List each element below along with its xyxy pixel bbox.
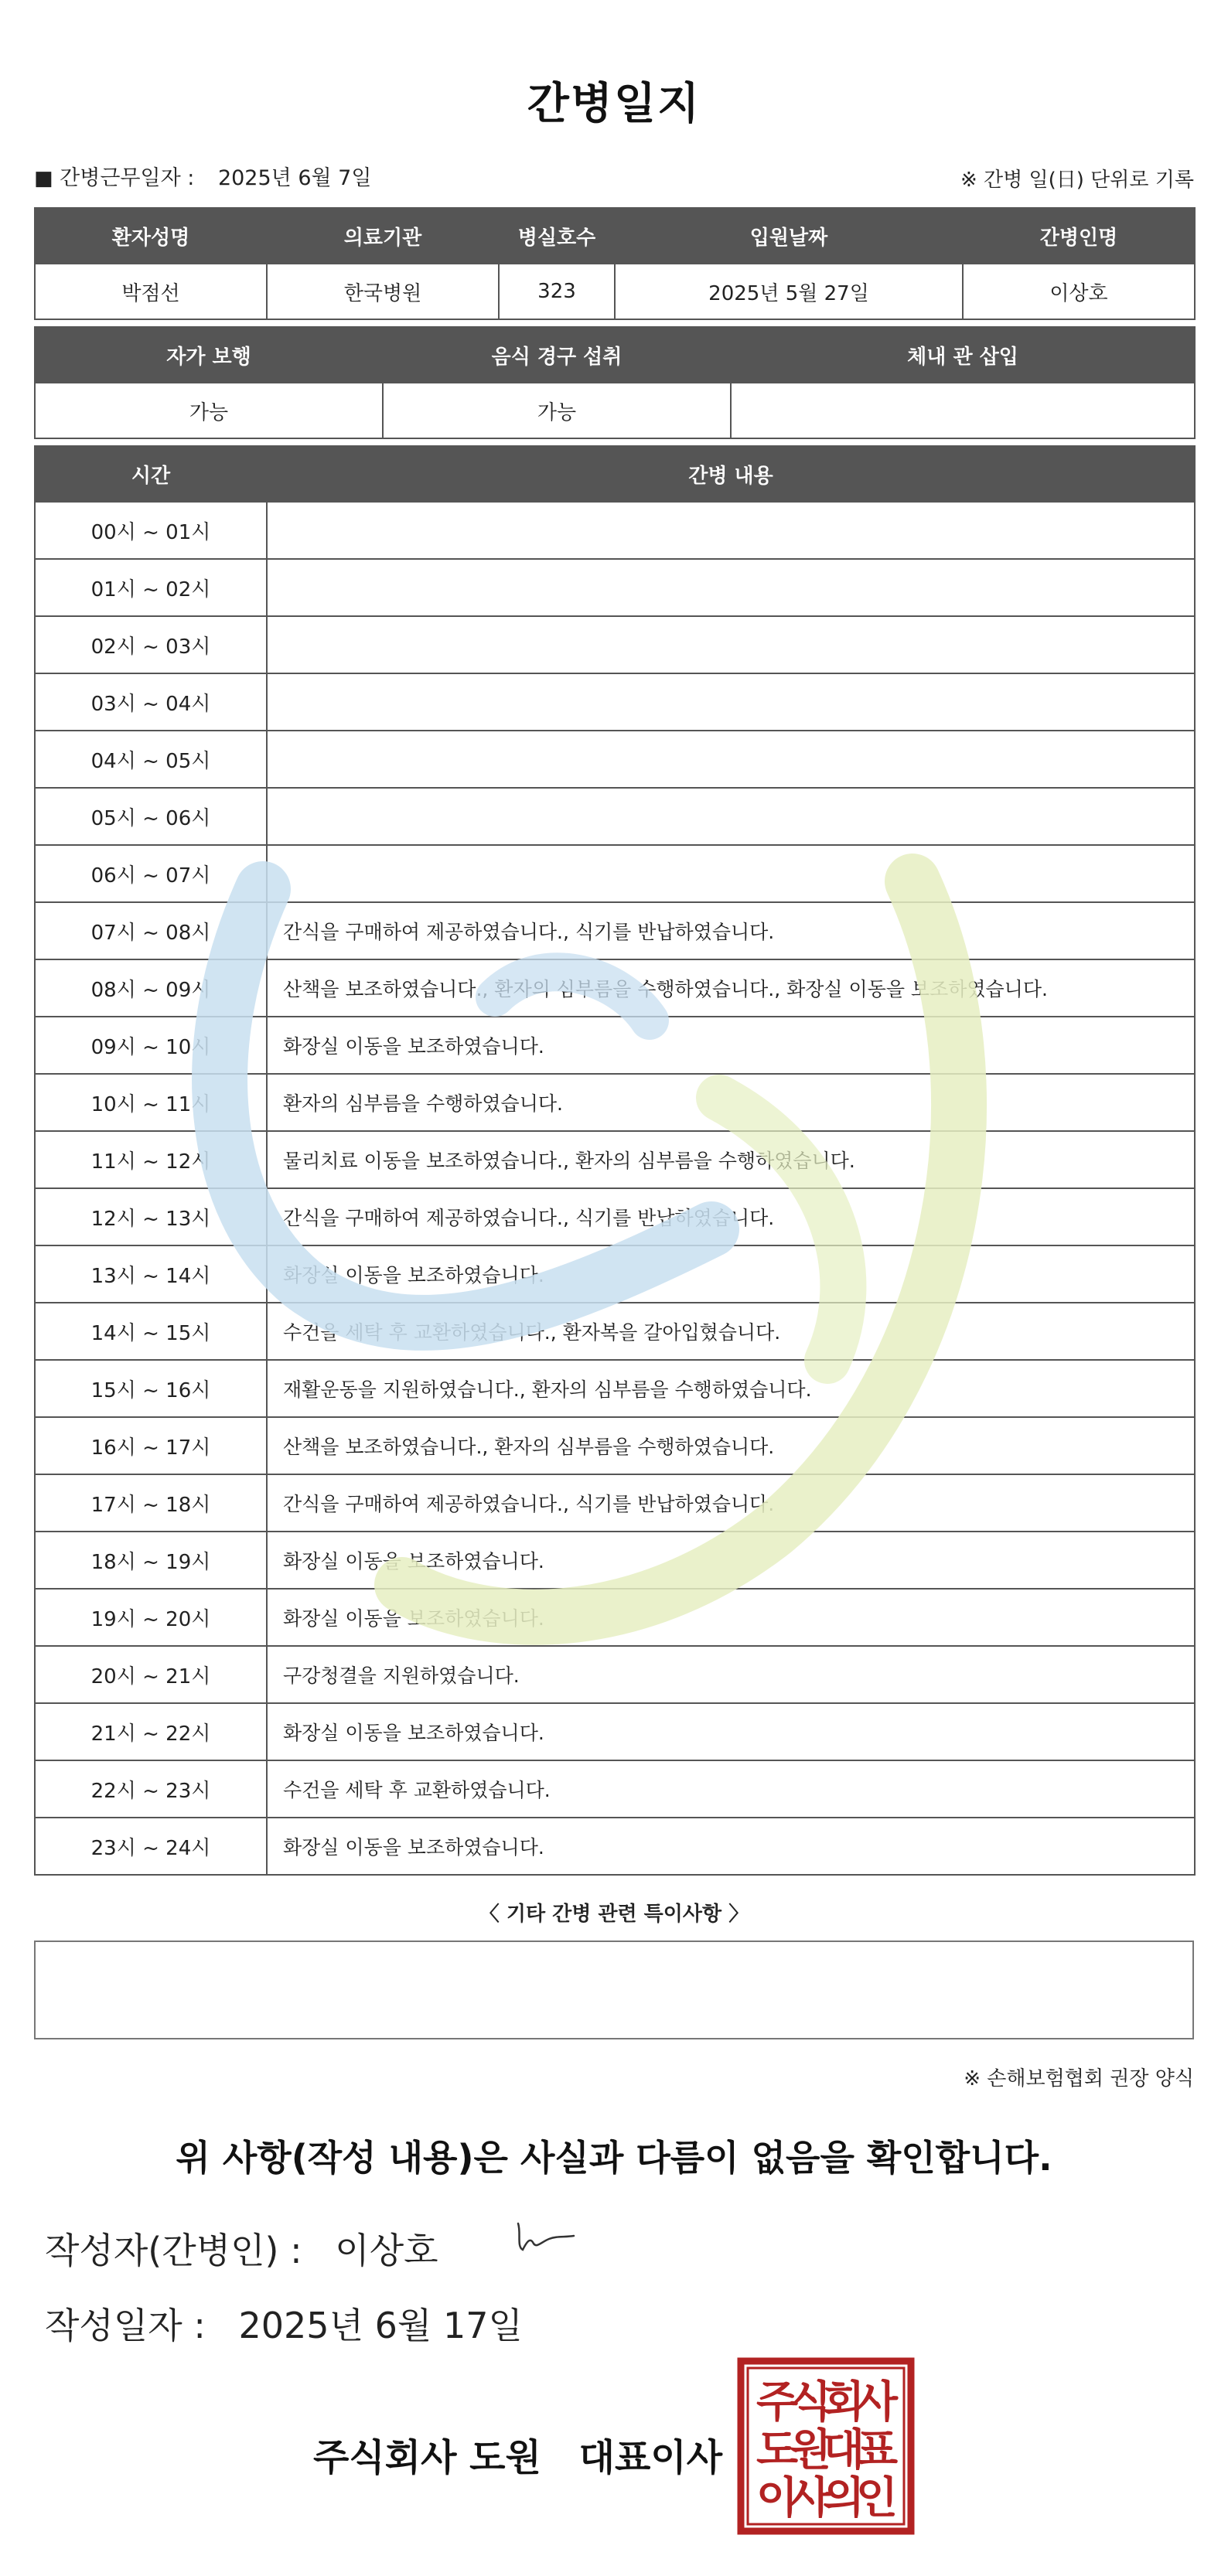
seal-character: 사 xyxy=(855,2377,899,2428)
care-log-body xyxy=(35,446,1195,1875)
table-row xyxy=(35,1474,1195,1532)
care-content: 물리치료 이동을 보조하였습니다., 환자의 심부름을 수행하였습니다. xyxy=(267,1131,1195,1188)
time-slot: 11시 ~ 12시 xyxy=(35,1131,267,1188)
table-row xyxy=(35,1245,1195,1303)
header-room-number: 병실호수 xyxy=(499,208,615,264)
header-care-content: 간병 내용 xyxy=(267,446,1195,502)
time-slot: 00시 ~ 01시 xyxy=(35,502,267,559)
unit-note: ※ 간병 일(日) 단위로 기록 xyxy=(960,169,1194,192)
header-caregiver-name: 간병인명 xyxy=(963,208,1195,264)
time-slot: 04시 ~ 05시 xyxy=(35,731,267,788)
table-row xyxy=(35,673,1195,731)
hospital: 한국병원 xyxy=(267,264,499,319)
care-content xyxy=(267,559,1195,616)
time-slot: 17시 ~ 18시 xyxy=(35,1474,267,1532)
time-slot: 19시 ~ 20시 xyxy=(35,1589,267,1646)
care-content: 화장실 이동을 보조하였습니다. xyxy=(267,1245,1195,1303)
header-hospital: 의료기관 xyxy=(267,208,499,264)
time-slot: 09시 ~ 10시 xyxy=(35,1017,267,1074)
remarks-title: 〈 기타 간병 관련 특이사항 〉 xyxy=(479,1903,749,1926)
seal-character: 식 xyxy=(789,2377,832,2428)
care-content: 화장실 이동을 보조하였습니다. xyxy=(267,1532,1195,1589)
table-row xyxy=(35,1818,1195,1875)
care-content: 수건을 세탁 후 교환하였습니다., 환자복을 갈아입혔습니다. xyxy=(267,1303,1195,1360)
table-row xyxy=(35,845,1195,902)
time-slot: 20시 ~ 21시 xyxy=(35,1646,267,1703)
patient-name: 박점선 xyxy=(35,264,267,319)
signature xyxy=(510,2210,588,2271)
time-slot: 12시 ~ 13시 xyxy=(35,1188,267,1245)
table-row xyxy=(35,1188,1195,1245)
table-row xyxy=(35,1703,1195,1760)
function-value-row xyxy=(35,383,1195,438)
care-content xyxy=(267,502,1195,559)
care-date-label: 간병근무일자 xyxy=(60,166,181,190)
confirmation-statement: 위 사항(작성 내용)은 사실과 다름이 없음을 확인합니다. xyxy=(176,2137,1052,2179)
table-row xyxy=(35,731,1195,788)
seal-character: 원 xyxy=(789,2425,832,2475)
care-content: 간식을 구매하여 제공하였습니다., 식기를 반납하였습니다. xyxy=(267,1188,1195,1245)
care-content: 재활운동을 지원하였습니다., 환자의 심부름을 수행하였습니다. xyxy=(267,1360,1195,1417)
page-title: 간병일지 xyxy=(527,79,701,129)
remarks-box xyxy=(34,1941,1194,2039)
care-content: 화장실 이동을 보조하였습니다. xyxy=(267,1017,1195,1074)
seal-character: 인 xyxy=(855,2473,899,2523)
header-time: 시간 xyxy=(35,446,267,502)
care-content: 간식을 구매하여 제공하였습니다., 식기를 반납하였습니다. xyxy=(267,1474,1195,1532)
care-date-colon: : xyxy=(187,166,201,190)
table-row xyxy=(35,959,1195,1017)
table-row xyxy=(35,1589,1195,1646)
time-slot: 10시 ~ 11시 xyxy=(35,1074,267,1131)
time-slot: 14시 ~ 15시 xyxy=(35,1303,267,1360)
function-header-row xyxy=(35,327,1195,383)
table-row xyxy=(35,1417,1195,1474)
time-slot: 08시 ~ 09시 xyxy=(35,959,267,1017)
care-content: 구강청결을 지원하였습니다. xyxy=(267,1646,1195,1703)
table-row xyxy=(35,1532,1195,1589)
table-row xyxy=(35,788,1195,845)
time-slot: 16시 ~ 17시 xyxy=(35,1417,267,1474)
care-content xyxy=(267,731,1195,788)
care-content xyxy=(267,616,1195,673)
square-bullet-icon: ■ xyxy=(34,167,53,190)
care-content: 산책을 보조하였습니다., 환자의 심부름을 수행하였습니다., 화장실 이동을 보조하였습니다. xyxy=(267,959,1195,1017)
room-number: 323 xyxy=(499,264,615,319)
hourly-care-log-table xyxy=(34,445,1196,1876)
written-date-line xyxy=(45,2298,523,2349)
seal-character: 이 xyxy=(756,2473,799,2523)
company-line xyxy=(313,2428,722,2481)
tube-insertion-value xyxy=(731,383,1195,438)
table-row xyxy=(35,1360,1195,1417)
care-content: 화장실 이동을 보조하였습니다. xyxy=(267,1589,1195,1646)
table-row xyxy=(35,616,1195,673)
header-patient-name: 환자성명 xyxy=(35,208,267,264)
time-slot: 05시 ~ 06시 xyxy=(35,788,267,845)
table-row xyxy=(35,1646,1195,1703)
patient-info-table xyxy=(34,207,1196,320)
table-row xyxy=(35,1303,1195,1360)
care-content xyxy=(267,673,1195,731)
writer-name: 이상호 xyxy=(335,2230,438,2271)
seal-character: 사 xyxy=(789,2473,832,2523)
time-slot: 15시 ~ 16시 xyxy=(35,1360,267,1417)
time-slot: 23시 ~ 24시 xyxy=(35,1818,267,1875)
time-slot: 07시 ~ 08시 xyxy=(35,902,267,959)
header-tube-insertion: 체내 관 삽입 xyxy=(731,327,1195,383)
table-row xyxy=(35,1760,1195,1818)
care-content: 환자의 심부름을 수행하였습니다. xyxy=(267,1074,1195,1131)
oral-intake-value: 가능 xyxy=(383,383,731,438)
time-slot: 02시 ~ 03시 xyxy=(35,616,267,673)
admission-date: 2025년 5월 27일 xyxy=(615,264,963,319)
company-name: 주식회사 도원 xyxy=(313,2436,541,2479)
written-date-label: 작성일자 : xyxy=(45,2305,206,2346)
care-content xyxy=(267,845,1195,902)
time-slot: 22시 ~ 23시 xyxy=(35,1760,267,1818)
patient-info-value-row xyxy=(35,264,1195,319)
patient-function-table xyxy=(34,326,1196,439)
care-date-value: 2025년 6월 7일 xyxy=(217,166,372,190)
time-slot: 18시 ~ 19시 xyxy=(35,1532,267,1589)
patient-info-header-row xyxy=(35,208,1195,264)
care-log-header-row xyxy=(35,446,1195,502)
table-row xyxy=(35,1017,1195,1074)
self-walking-value: 가능 xyxy=(35,383,383,438)
header-self-walking: 자가 보행 xyxy=(35,327,383,383)
table-row xyxy=(35,902,1195,959)
time-slot: 01시 ~ 02시 xyxy=(35,559,267,616)
company-seal-stamp xyxy=(736,2356,916,2536)
table-row xyxy=(35,502,1195,559)
time-slot: 03시 ~ 04시 xyxy=(35,673,267,731)
table-row xyxy=(35,1131,1195,1188)
caregiver-name: 이상호 xyxy=(963,264,1195,319)
seal-character: 표 xyxy=(855,2425,899,2475)
written-date-value: 2025년 6월 17일 xyxy=(238,2305,523,2346)
writer-line xyxy=(45,2223,438,2274)
header-oral-intake: 음식 경구 섭취 xyxy=(383,327,731,383)
time-slot: 21시 ~ 22시 xyxy=(35,1703,267,1760)
table-row xyxy=(35,1074,1195,1131)
writer-label: 작성자(간병인) : xyxy=(45,2230,302,2271)
care-content xyxy=(267,788,1195,845)
time-slot: 13시 ~ 14시 xyxy=(35,1245,267,1303)
care-content: 화장실 이동을 보조하였습니다. xyxy=(267,1818,1195,1875)
seal-character: 의 xyxy=(822,2473,865,2523)
header-admission-date: 입원날짜 xyxy=(615,208,963,264)
company-title: 대표이사 xyxy=(578,2436,723,2479)
table-row xyxy=(35,559,1195,616)
care-content: 수건을 세탁 후 교환하였습니다. xyxy=(267,1760,1195,1818)
care-content: 화장실 이동을 보조하였습니다. xyxy=(267,1703,1195,1760)
seal-character: 주 xyxy=(756,2377,799,2428)
seal-character: 도 xyxy=(756,2425,799,2475)
form-note: ※ 손해보험협회 권장 양식 xyxy=(964,2067,1194,2090)
care-date-meta xyxy=(34,161,371,191)
seal-character: 대 xyxy=(822,2425,865,2475)
time-slot: 06시 ~ 07시 xyxy=(35,845,267,902)
seal-character: 회 xyxy=(822,2377,865,2428)
care-content: 산책을 보조하였습니다., 환자의 심부름을 수행하였습니다. xyxy=(267,1417,1195,1474)
care-content: 간식을 구매하여 제공하였습니다., 식기를 반납하였습니다. xyxy=(267,902,1195,959)
